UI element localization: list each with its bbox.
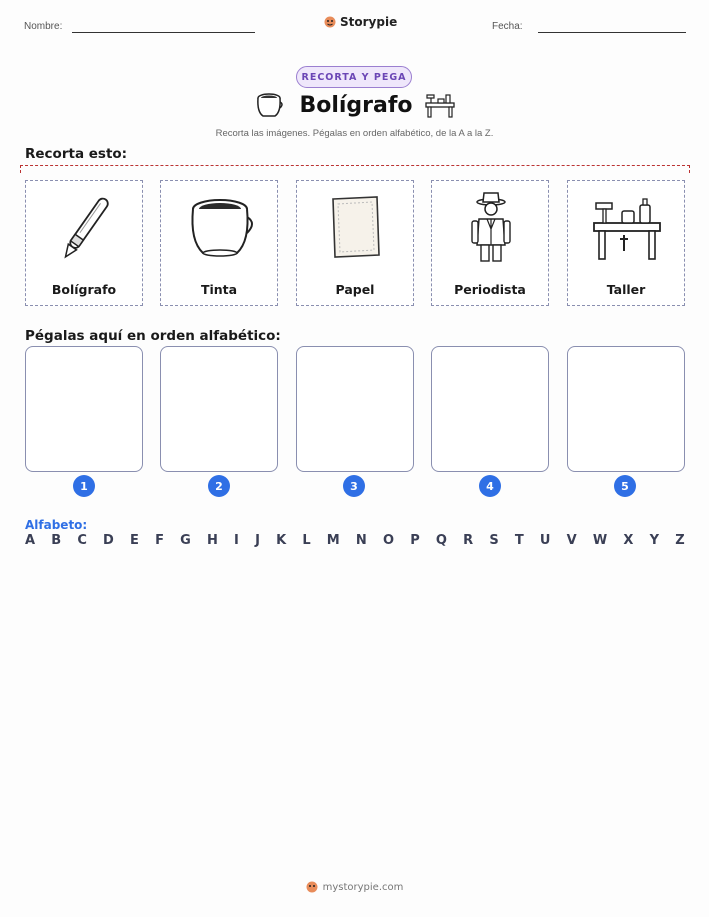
card-label: Tinta xyxy=(200,282,238,297)
alphabet-letter: W xyxy=(592,533,608,548)
card-boligrafo[interactable] xyxy=(25,180,143,306)
card-taller[interactable] xyxy=(567,180,685,306)
brand-name: Storypie xyxy=(340,15,398,29)
alphabet-letter: C xyxy=(77,533,87,548)
alphabet-letter: F xyxy=(155,533,164,548)
alphabet-letter: U xyxy=(539,533,551,548)
alphabet-letter: L xyxy=(302,533,311,548)
slot-number: 2 xyxy=(208,475,230,497)
alphabet-letter: P xyxy=(410,533,420,548)
alphabet-letter: A xyxy=(25,533,36,548)
name-line[interactable] xyxy=(72,32,255,33)
alphabet-letter: R xyxy=(463,533,474,548)
instructions: Recorta las imágenes. Pégalas en orden alfabético, de la A a la Z. xyxy=(215,128,494,139)
paper-icon xyxy=(321,189,391,269)
alphabet-letter: O xyxy=(382,533,395,548)
slot-number: 5 xyxy=(614,475,636,497)
page-title: Bolígrafo xyxy=(299,93,413,118)
alphabet-letter: Z xyxy=(675,533,685,548)
slot-number: 3 xyxy=(343,475,365,497)
card-periodista[interactable] xyxy=(431,180,549,306)
alphabet-letter: J xyxy=(255,533,260,548)
storypie-logo-icon xyxy=(306,881,318,893)
paste-slot[interactable] xyxy=(160,346,278,472)
activity-badge: RECORTA Y PEGA xyxy=(296,66,412,88)
paste-slot[interactable] xyxy=(567,346,685,472)
journalist-icon xyxy=(456,189,526,269)
paste-slot[interactable] xyxy=(25,346,143,472)
alphabet-letter: V xyxy=(566,533,577,548)
alphabet-letter: K xyxy=(276,533,287,548)
date-label: Fecha: xyxy=(492,21,523,32)
card-label: Papel xyxy=(335,282,375,297)
alphabet-letter: Q xyxy=(435,533,447,548)
footer xyxy=(0,881,709,893)
ink-pot-icon xyxy=(185,189,255,269)
card-label: Periodista xyxy=(454,282,526,297)
card-label: Bolígrafo xyxy=(51,282,117,297)
workbench-icon xyxy=(592,189,662,269)
alphabet-title: Alfabeto: xyxy=(25,518,88,532)
alphabet-letter: M xyxy=(326,533,340,548)
slot-number: 1 xyxy=(73,475,95,497)
paste-heading: Pégalas aquí en orden alfabético: xyxy=(25,328,281,344)
name-label: Nombre: xyxy=(24,21,63,32)
alphabet-letter: I xyxy=(234,533,239,548)
alphabet-letter: H xyxy=(206,533,218,548)
pen-icon xyxy=(50,189,120,269)
alphabet-letter: X xyxy=(623,533,634,548)
ink-pot-icon xyxy=(254,92,284,120)
cut-heading: Recorta esto: xyxy=(25,146,128,162)
alphabet-letter: N xyxy=(355,533,367,548)
footer-url[interactable]: mystorypie.com xyxy=(322,881,404,893)
alphabet-letter: S xyxy=(489,533,499,548)
card-tinta[interactable] xyxy=(160,180,278,306)
cut-line xyxy=(20,165,690,173)
storypie-logo-icon xyxy=(324,16,336,28)
alphabet-letter: G xyxy=(180,533,191,548)
brand-logo xyxy=(324,15,397,29)
alphabet-letter: B xyxy=(51,533,62,548)
slot-number: 4 xyxy=(479,475,501,497)
alphabet-letter: Y xyxy=(649,533,660,548)
card-papel[interactable] xyxy=(296,180,414,306)
date-line[interactable] xyxy=(538,32,686,33)
paste-slot[interactable] xyxy=(296,346,414,472)
alphabet-letter: E xyxy=(130,533,139,548)
alphabet-letter: T xyxy=(514,533,524,548)
workbench-icon xyxy=(424,91,456,119)
card-label: Taller xyxy=(606,282,646,297)
alphabet-row xyxy=(25,533,685,548)
alphabet-letter: D xyxy=(103,533,114,548)
paste-slot[interactable] xyxy=(431,346,549,472)
